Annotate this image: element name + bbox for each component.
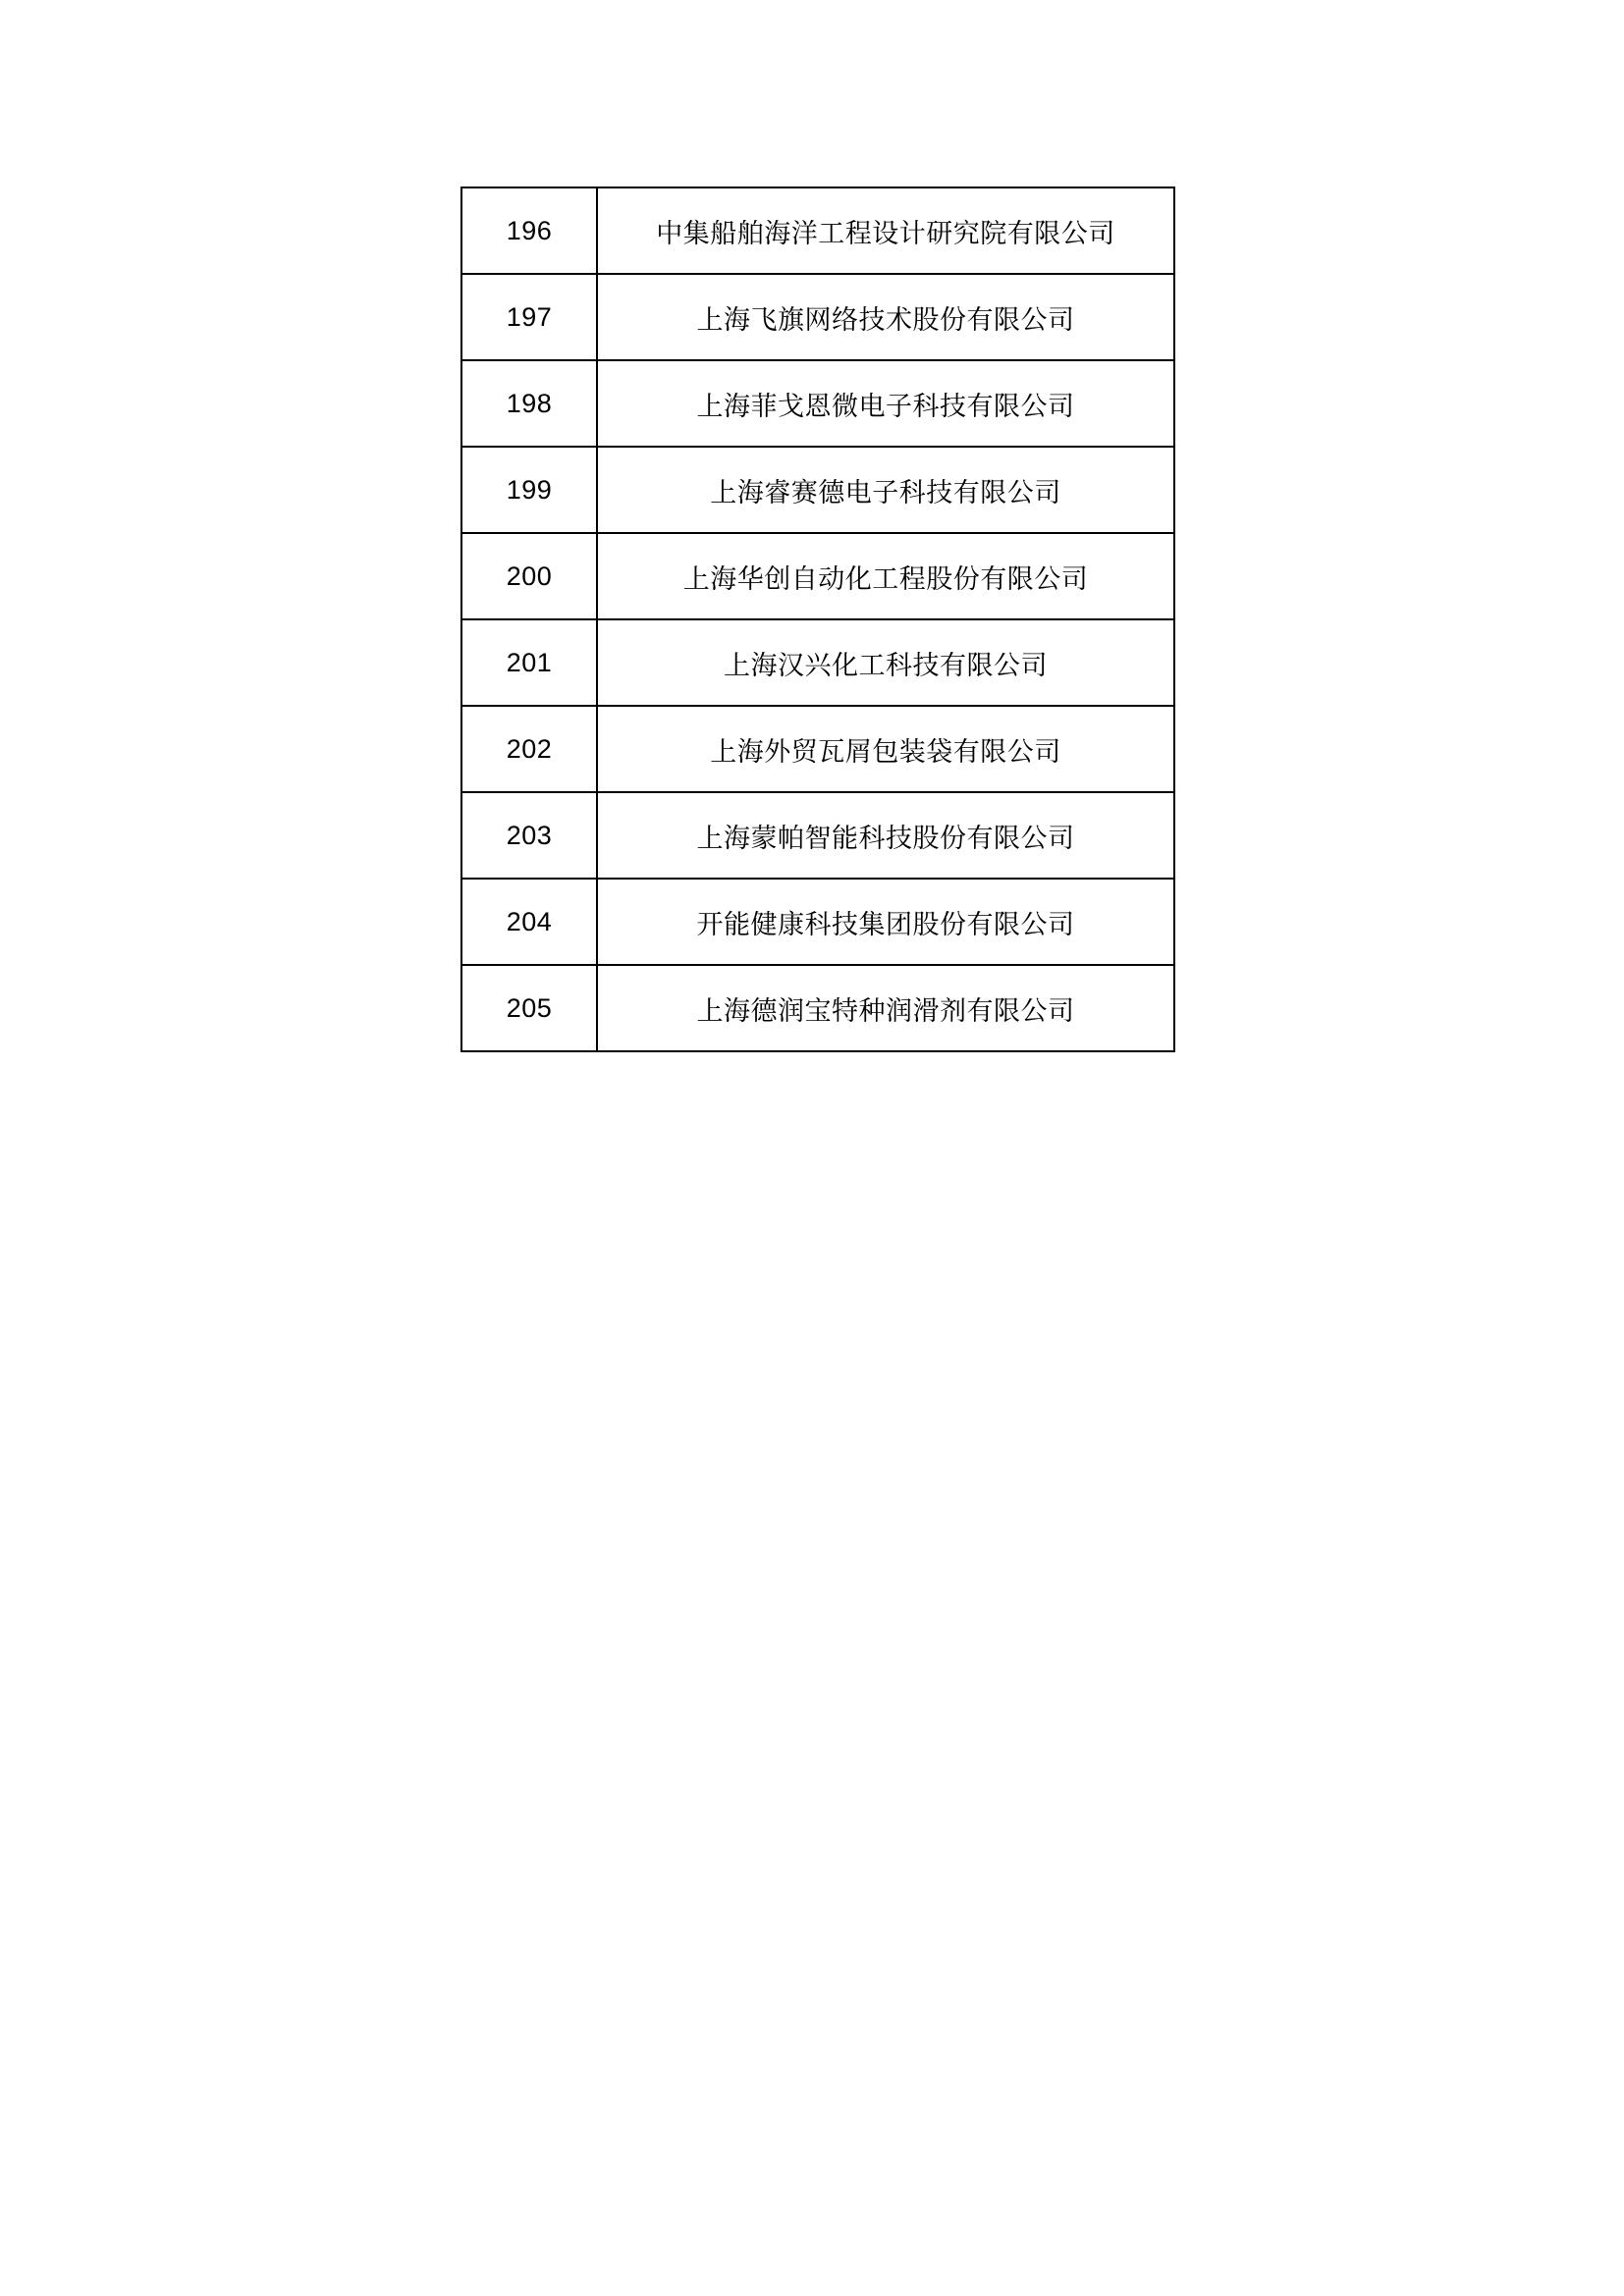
table-row xyxy=(461,360,1174,447)
row-index: 203 xyxy=(461,792,597,879)
row-company-name: 上海菲戈恩微电子科技有限公司 xyxy=(597,360,1174,447)
row-index: 197 xyxy=(461,274,597,360)
row-index: 202 xyxy=(461,706,597,792)
row-index: 201 xyxy=(461,619,597,706)
row-company-name: 中集船舶海洋工程设计研究院有限公司 xyxy=(597,187,1174,274)
table-row xyxy=(461,792,1174,879)
table-body xyxy=(461,187,1174,1051)
row-index: 204 xyxy=(461,879,597,965)
row-index: 205 xyxy=(461,965,597,1051)
company-list-table xyxy=(460,187,1175,1052)
row-index: 199 xyxy=(461,447,597,533)
row-company-name: 上海汉兴化工科技有限公司 xyxy=(597,619,1174,706)
table-row xyxy=(461,187,1174,274)
row-index: 196 xyxy=(461,187,597,274)
row-index: 198 xyxy=(461,360,597,447)
table-row xyxy=(461,619,1174,706)
table-row xyxy=(461,533,1174,619)
company-table-container xyxy=(460,187,1154,1052)
table-row xyxy=(461,706,1174,792)
table-row xyxy=(461,274,1174,360)
row-company-name: 上海睿赛德电子科技有限公司 xyxy=(597,447,1174,533)
row-company-name: 上海飞旗网络技术股份有限公司 xyxy=(597,274,1174,360)
row-index: 200 xyxy=(461,533,597,619)
table-row xyxy=(461,965,1174,1051)
row-company-name: 上海德润宝特种润滑剂有限公司 xyxy=(597,965,1174,1051)
table-row xyxy=(461,447,1174,533)
row-company-name: 开能健康科技集团股份有限公司 xyxy=(597,879,1174,965)
row-company-name: 上海蒙帕智能科技股份有限公司 xyxy=(597,792,1174,879)
row-company-name: 上海华创自动化工程股份有限公司 xyxy=(597,533,1174,619)
row-company-name: 上海外贸瓦屑包装袋有限公司 xyxy=(597,706,1174,792)
table-row xyxy=(461,879,1174,965)
